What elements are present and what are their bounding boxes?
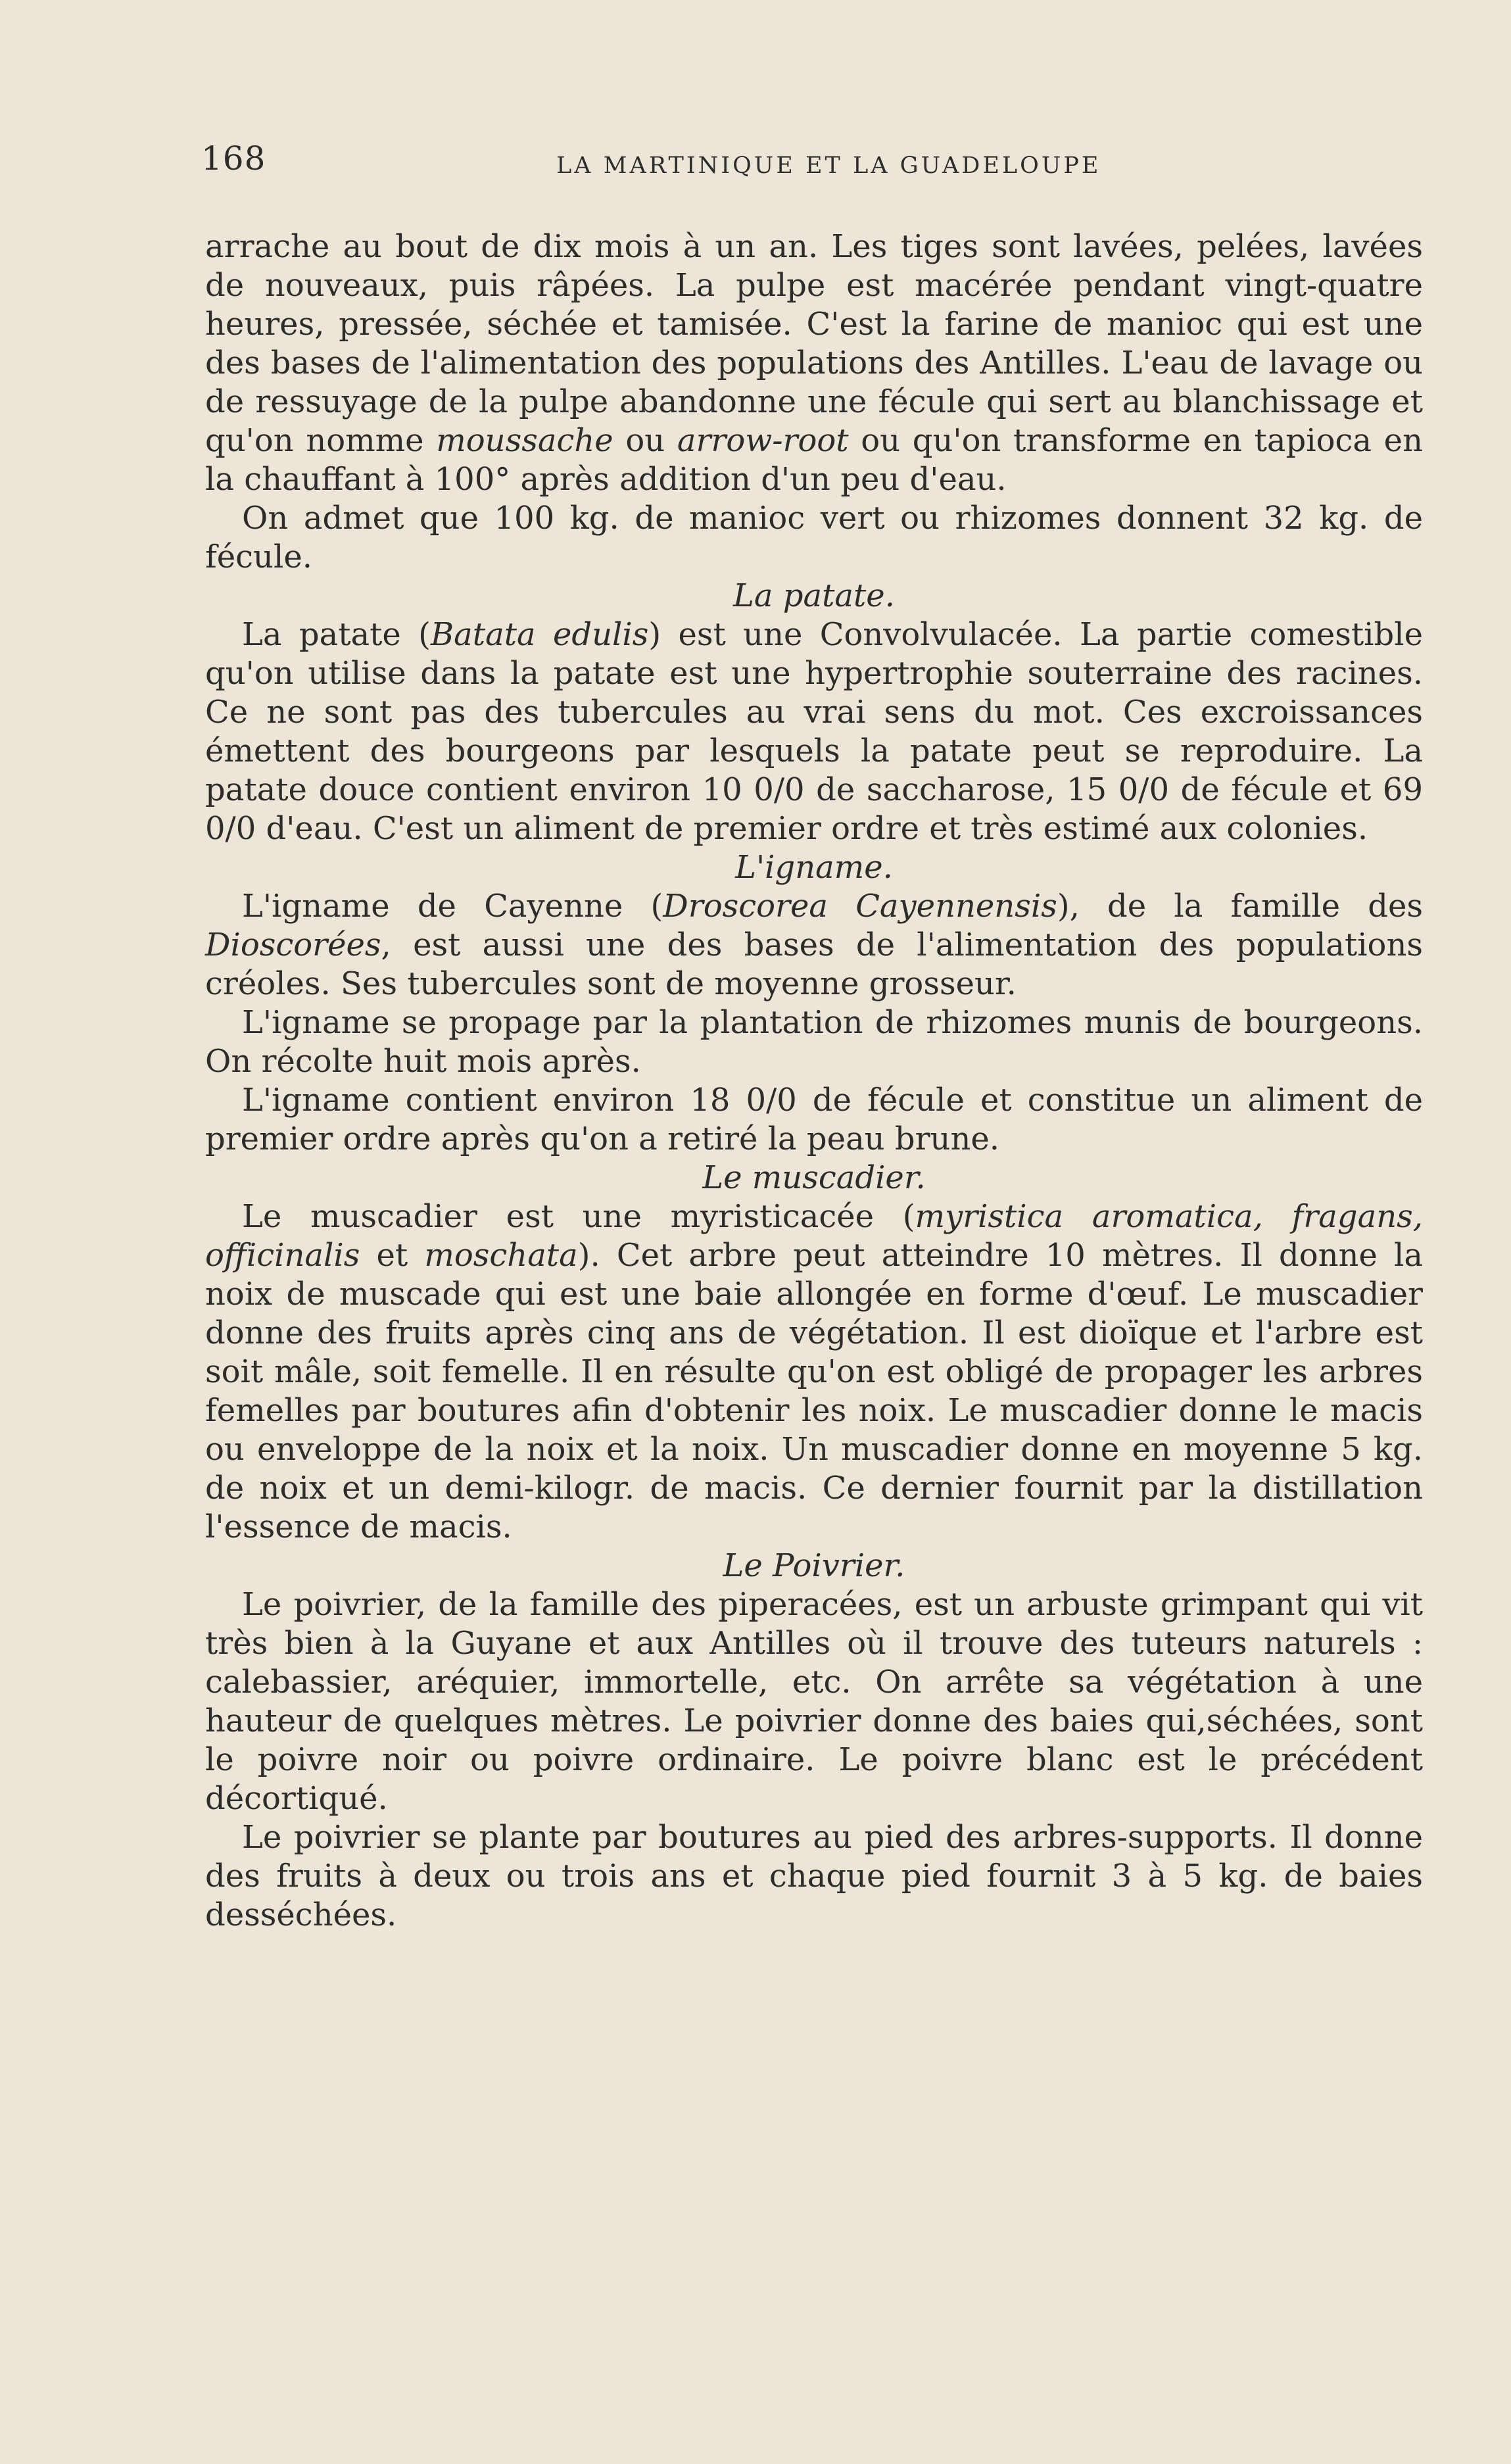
poivrier-paragraph-2: Le poivrier se plante par boutures au pied des arbres-supports. Il donne des fruits à deux ou trois ans et chaque pied fournit 3 à 5 kg. de baies desséchées.	[205, 1819, 1423, 1933]
section-heading-patate: La patate.	[733, 577, 895, 614]
section-heading-muscadier: Le muscadier.	[702, 1159, 926, 1196]
patate-paragraph: La patate (Batata edulis) est une Convolvulacée. La partie comestible qu'on utilise dans la patate est une hypertrophie souterraine des racines. Ce ne sont pas des tubercules au vrai sens du mot. Ces excroissances émettent des bourgeons par lesquels la patate peut se reproduire. La patate douce contient environ 10 0/0 de saccharose, 15 0/0 de fécule et 69 0/0 d'eau. C'est un aliment de premier ordre et très estimé aux colonies.	[205, 616, 1423, 847]
section-heading-poivrier: Le Poivrier.	[723, 1547, 905, 1584]
body-text	[205, 228, 1423, 1935]
intro-paragraph-2: On admet que 100 kg. de manioc vert ou rhizomes donnent 32 kg. de fécule.	[205, 500, 1423, 575]
igname-paragraph-2: L'igname se propage par la plantation de rhizomes munis de bourgeons. On récolte huit mois après.	[205, 1004, 1423, 1080]
section-heading-igname: L'igname.	[735, 849, 893, 886]
igname-paragraph-1: L'igname de Cayenne (Droscorea Cayennensis), de la famille des Dioscorées, est aussi une des bases de l'alimentation des populations créoles. Ses tubercules sont de moyenne grosseur.	[205, 888, 1423, 1002]
intro-paragraph: arrache au bout de dix mois à un an. Les tiges sont lavées, pelées, lavées de nouveaux, puis râpées. La pulpe est macérée pendant vingt-quatre heures, pressée, séchée et tamisée. C'est la farine de manioc qui est une des bases de l'alimentation des populations des Antilles. L'eau de lavage ou de ressuyage de la pulpe abandonne une fécule qui sert au blanchissage et qu'on nomme moussache ou arrow-root ou qu'on transforme en tapioca en la chauffant à 100° après addition d'un peu d'eau.	[205, 228, 1424, 498]
page-number: 168	[201, 139, 266, 178]
igname-paragraph-3: L'igname contient environ 18 0/0 de fécule et constitue un aliment de premier ordre après qu'on a retiré la peau brune.	[205, 1082, 1423, 1157]
muscadier-paragraph: Le muscadier est une myristicacée (myristica aromatica, fragans, officinalis et moschata). Cet arbre peut atteindre 10 mètres. Il donne la noix de muscade qui est une baie allongée en forme d'œuf. Le muscadier donne des fruits après cinq ans de végétation. Il est dioïque et l'arbre est soit mâle, soit femelle. Il en résulte qu'on est obligé de propager les arbres femelles par boutures afin d'obtenir les noix. Le muscadier donne le macis ou enveloppe de la noix et la noix. Un muscadier donne en moyenne 5 kg. de noix et un demi-kilogr. de macis. Ce dernier fournit par la distillation l'essence de macis.	[205, 1198, 1423, 1545]
poivrier-paragraph-1: Le poivrier, de la famille des piperacées, est un arbuste grimpant qui vit très bien à la Guyane et aux Antilles où il trouve des tuteurs naturels : calebassier, aréquier, immortelle, etc. On arrête sa végétation à une hauteur de quelques mètres. Le poivrier donne des baies qui,séchées, sont le poivre noir ou poivre ordinaire. Le poivre blanc est le précédent décortiqué.	[205, 1586, 1423, 1817]
running-title: LA MARTINIQUE ET LA GUADELOUPE	[556, 153, 1101, 179]
